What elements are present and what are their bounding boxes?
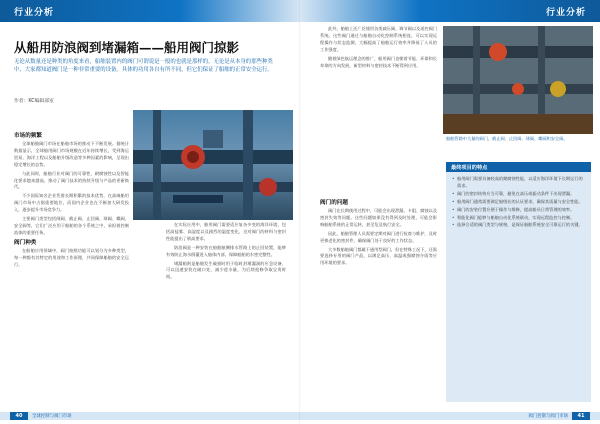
paragraph: 随着绿色航运理念的推广，船用阀门也朝着节能、环保和长寿命的方向发展，新型材料与密封技术不断得到应用。	[320, 55, 437, 68]
ship-valves-illustration	[443, 26, 593, 134]
pipe-valve-illustration	[133, 110, 293, 220]
paragraph: 与此同时，船舶行业对阀门的可靠性、耐腐蚀性以及智能化要求越来越高，推动了阀门技术的持续升级与产品的更新换代。	[14, 170, 129, 190]
feature-sidebox	[446, 162, 591, 402]
paragraph: 主要阀门类型包括闸阀、截止阀、止回阀、球阀、蝶阀、安全阀等，它们广泛应用于船舶的各个系统之中，承担着控制流体的重要任务。	[14, 216, 129, 235]
list-item: • 阀门的密封结构应当可靠，避免在高压或振动条件下出现泄漏。	[452, 191, 585, 198]
paragraph: 阀门在长期使用过程中，可能会出现泄漏、卡阻、腐蚀以及密封失效等问题。这些问题如果没有得到及时处理，可能会影响船舶系统的正常运转，甚至危及航行安全。	[320, 208, 437, 227]
article-lead: 无论从数量还是种类的角度来看，船舶装置内的阀门可谓说是一般的也就是那样的，无论是从本身的那些种类中，大家都知道阀门是一种非常重要的设备。具体的功用各自有所不同，但它们保证了船舶的正常安全运行。	[14, 59, 273, 73]
page-number: 41	[572, 412, 590, 420]
paragraph: 全球船舶阀门市场在船舶市场的推动下不断发展。据统计数据显示，全球船用阀门市场规模在近年持续增长，受到海运贸易、海洋工程以及船舶升级改造等多种因素的影响，呈现出稳定增长的态势。	[14, 141, 129, 167]
list-item: • 智能化阀门能够与船舶自动化系统联动，实现远程监控与控制。	[452, 215, 585, 222]
page-number: 40	[10, 412, 28, 420]
photo-caption: 船舶管路中大量的阀门，截止阀、止回阀、球阀、蝶阀和安全阀。	[446, 136, 568, 141]
footer-text: 全球控制与阀门市场	[32, 414, 72, 419]
footer	[0, 410, 300, 420]
right-page	[300, 0, 600, 424]
text-column-4	[320, 197, 437, 402]
text-column-3	[320, 26, 437, 166]
paragraph: 堵漏箱则是船舶发生破损时用于临时封堵漏洞的应急设备，可以迅速安装在破口处，减少进水量，为后续抢修争取宝贵时间。	[166, 260, 286, 280]
list-item: • 船用阀门通常需要满足船级社的认证要求，确保其质量与安全性能。	[452, 199, 585, 206]
paragraph: 在实际应用中，船用阀门需要适应复杂多变的海洋环境，包括高盐雾、高湿度以及剧烈的温度变化，这对阀门的材料与密封性能提出了极高要求。	[166, 222, 286, 241]
paragraph: 此外，船舶上还广泛使用各类减压阀、调节阀以及遥控阀门系统。这些阀门通过与船舶自动化控制系统相连，可以实现远程操作与状态监测，大幅提高了船舶运行效率并降低了人员的工作强度。	[320, 26, 437, 52]
section-label: 行业分析	[545, 8, 586, 18]
sidebox-list	[452, 176, 585, 230]
section-heading: 阀门的问题	[320, 200, 348, 206]
valve-photo	[133, 110, 293, 220]
sidebox-title: 最终项目的特点	[451, 165, 488, 171]
list-item: • 选择合适的阀门类型与规格，是保证船舶系统安全可靠运行的关键。	[452, 222, 585, 229]
footer	[300, 410, 600, 420]
ship-pipes-photo	[443, 26, 593, 134]
header-bar	[300, 0, 600, 22]
paragraph: 大多数船舶阀门都属于通用型阀门，但在特殊工况下，还需要选择专用的阀门产品，以满足高压、高温或强腐蚀介质等应用环境的要求。	[320, 246, 437, 266]
section-label: 行业分析	[14, 8, 55, 18]
section-heading: 阀门种类	[14, 239, 37, 246]
section-heading: 市场的频繁	[14, 133, 42, 139]
text-column-2	[166, 222, 286, 402]
list-item: • 阀门的安装位置应便于操作与维修，提高船员日常管理的效率。	[452, 207, 585, 214]
article-author: 作者：KC编辑部室	[14, 99, 54, 104]
paragraph: 在船舶应用领域中，阀门按照功能可以划分为多种类型，每一种都有其特定的用途和工作原理，共同保障船舶的安全运行。	[14, 247, 129, 267]
list-item: • 船用阀门需要具备较高的耐腐蚀性能，以适应海洋环境下长期运行的需求。	[452, 176, 585, 190]
footer-text: 阀门控制与阀门市场	[528, 414, 568, 419]
paragraph: 因此，船舶管理人员需要定期对阀门进行检查与维护，及时更换老化的密封件，确保阀门处于良好的工作状态。	[320, 230, 437, 243]
text-column-1	[14, 130, 129, 402]
article-title: 从船用防浪阀到堵漏箱——船用阀门掠影	[14, 40, 240, 55]
paragraph: 不少国际知名企业凭借长期积累的技术优势，在高端船用阀门市场中占据重要地位，而国内企业也在不断加大研发投入，逐步提升市场竞争力。	[14, 193, 129, 213]
header-bar	[0, 0, 300, 22]
paragraph: 防浪阀是一种安装在船舶舷侧排水管路上的止回装置，能够有效防止海水倒灌进入船体内部，保障船舶的水密完整性。	[166, 244, 286, 257]
